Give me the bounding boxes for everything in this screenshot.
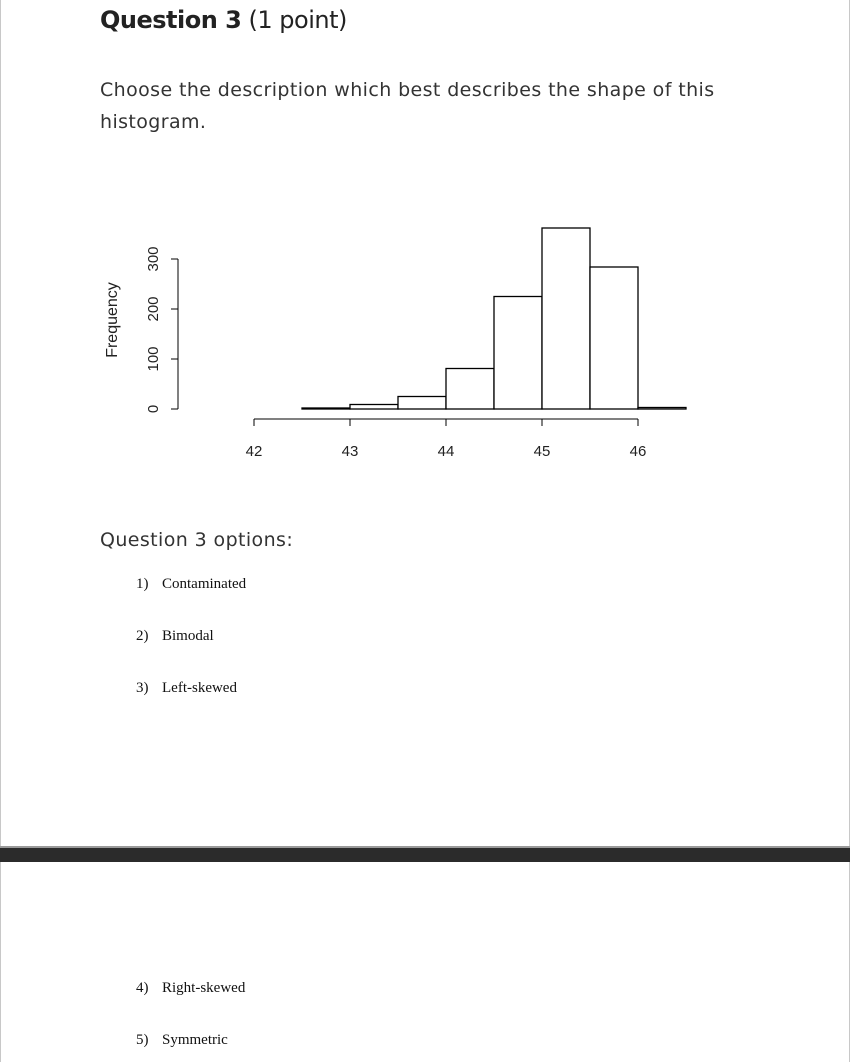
question-page-bottom	[0, 862, 850, 1062]
x-tick-label: 45	[533, 443, 551, 460]
question-number: Question 3	[100, 6, 242, 34]
option-2[interactable]	[136, 628, 214, 645]
options-title: Question 3 options:	[100, 529, 294, 551]
option-3[interactable]	[136, 680, 237, 697]
histogram-bar	[590, 267, 638, 409]
y-tick-label: 200	[145, 296, 162, 322]
option-5[interactable]	[136, 1032, 228, 1049]
option-number: 4)	[136, 980, 149, 996]
question-title	[100, 6, 347, 34]
option-label: Right-skewed	[162, 980, 246, 996]
histogram-bar	[542, 228, 590, 409]
histogram-chart	[90, 220, 710, 470]
option-label: Symmetric	[162, 1032, 228, 1048]
option-label: Contaminated	[162, 576, 247, 592]
option-number: 1)	[136, 576, 149, 592]
histogram-bar	[350, 405, 398, 410]
y-tick-label: 300	[145, 246, 162, 272]
option-label: Bimodal	[162, 628, 214, 644]
histogram-bar	[398, 397, 446, 410]
y-tick-label: 0	[145, 404, 162, 414]
histogram-bar	[494, 297, 542, 410]
question-points: (1 point)	[241, 6, 347, 34]
y-axis-label: Frequency	[104, 282, 121, 358]
option-number: 3)	[136, 680, 149, 696]
x-tick-label: 46	[629, 443, 647, 460]
option-number: 5)	[136, 1032, 149, 1048]
page-break-divider	[0, 846, 850, 862]
histogram-bars	[302, 228, 686, 409]
x-tick-label: 42	[245, 443, 263, 460]
y-axis	[145, 246, 178, 413]
x-tick-label: 43	[341, 443, 359, 460]
histogram-bar	[446, 369, 494, 410]
option-4[interactable]	[136, 980, 245, 997]
option-1[interactable]	[136, 576, 246, 593]
histogram-bar	[302, 408, 350, 409]
y-tick-label: 100	[145, 346, 162, 372]
x-axis	[246, 419, 647, 460]
question-text: Choose the description which best describes the shape of this histogram.	[100, 79, 715, 133]
x-tick-label: 44	[437, 443, 455, 460]
option-number: 2)	[136, 628, 149, 644]
histogram-bar	[638, 408, 686, 410]
option-label: Left-skewed	[162, 680, 237, 696]
